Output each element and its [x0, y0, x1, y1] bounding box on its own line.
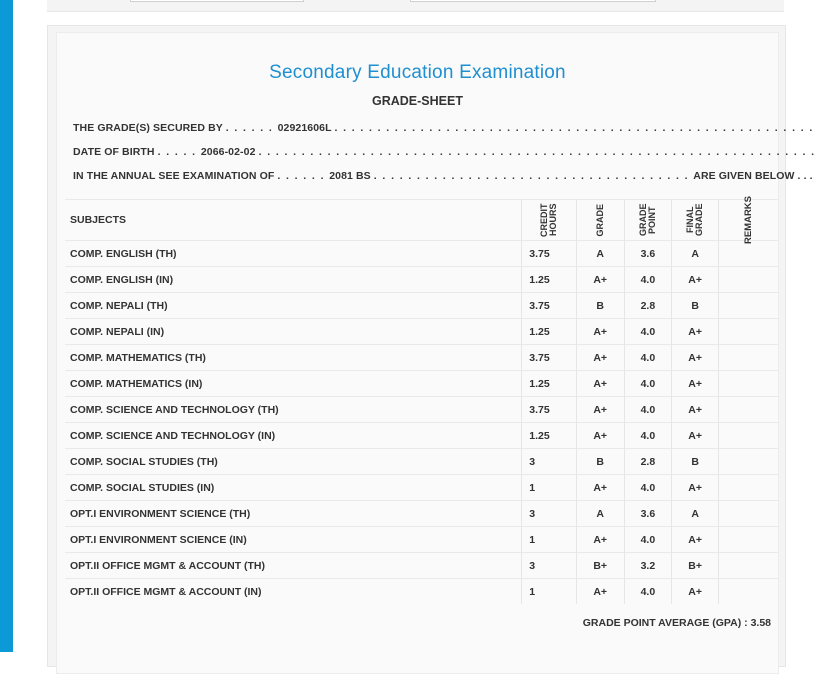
grade-point-cell: 4.0 [624, 397, 671, 423]
remarks-cell [719, 449, 778, 475]
grade-point-cell: 2.8 [624, 293, 671, 319]
remarks-cell [719, 423, 778, 449]
subject-cell: COMP. MATHEMATICS (TH) [65, 345, 522, 371]
symbol-number: 02921606L [277, 122, 332, 134]
dob-line [73, 146, 816, 158]
gpa-value: 3.58 [750, 617, 771, 629]
remarks-cell [719, 501, 778, 527]
final-grade-cell: A+ [672, 579, 719, 605]
table-row [65, 423, 778, 449]
credit-hours-cell: 3.75 [522, 241, 576, 267]
table-row [65, 319, 778, 345]
grade-cell: A+ [576, 267, 624, 293]
final-grade-cell: A+ [672, 319, 719, 345]
credit-hours-cell: 3 [522, 553, 576, 579]
final-grade-cell: A+ [672, 345, 719, 371]
grade-point-cell: 3.2 [624, 553, 671, 579]
table-row [65, 553, 778, 579]
subject-cell: COMP. ENGLISH (TH) [65, 241, 522, 267]
table-row [65, 267, 778, 293]
final-grade-cell: A+ [672, 527, 719, 553]
credit-hours-cell: 3 [522, 449, 576, 475]
dob-value: 2066-02-02 [200, 146, 256, 158]
secured-by-label: THE GRADE(S) SECURED BY [73, 122, 223, 134]
final-grade-header [672, 200, 719, 241]
credit-hours-cell: 3.75 [522, 345, 576, 371]
remarks-cell [719, 241, 778, 267]
final-grade-cell: A+ [672, 475, 719, 501]
grade-cell: A+ [576, 527, 624, 553]
subject-cell: OPT.I ENVIRONMENT SCIENCE (IN) [65, 527, 522, 553]
exam-year-line [73, 170, 813, 182]
dots: . . . . . . . . . . . . . . . . . . . . . . . . . . . . . . . . . . . . . . . . . . . . . . . . . . . . . . . . [334, 122, 814, 134]
final-grade-cell: A [672, 501, 719, 527]
remarks-cell [719, 345, 778, 371]
subject-cell: COMP. NEPALI (TH) [65, 293, 522, 319]
symbol-number-input[interactable] [130, 0, 304, 2]
remarks-cell [719, 267, 778, 293]
credit-hours-cell: 1.25 [522, 319, 576, 345]
grade-sheet-card [47, 25, 816, 667]
gpa-summary [583, 617, 771, 629]
subject-cell: COMP. NEPALI (IN) [65, 319, 522, 345]
subject-cell: OPT.II OFFICE MGMT & ACCOUNT (IN) [65, 579, 522, 605]
table-row [65, 527, 778, 553]
grade-cell: A+ [576, 397, 624, 423]
final-grade-cell: A+ [672, 423, 719, 449]
exam-year: 2081 BS [329, 170, 371, 182]
credit-hours-cell: 1.25 [522, 371, 576, 397]
table-row [65, 371, 778, 397]
table-header-row [65, 200, 778, 241]
grade-point-cell: 4.0 [624, 527, 671, 553]
table-row [65, 579, 778, 605]
remarks-cell [719, 293, 778, 319]
secured-by-line [73, 122, 814, 134]
left-accent-bar [0, 0, 13, 652]
grade-point-cell: 2.8 [624, 449, 671, 475]
table-row [65, 241, 778, 267]
dots: . . . . . . . . . . . . . . . . . . . . . . . . . . . . . . . . . . . . . . . . . . . . . . . . . . . . . . . . . . . . . . . . . [258, 146, 816, 158]
final-grade-cell: A+ [672, 371, 719, 397]
subject-cell: OPT.II OFFICE MGMT & ACCOUNT (TH) [65, 553, 522, 579]
grade-cell: A+ [576, 423, 624, 449]
remarks-cell [719, 397, 778, 423]
grade-cell: A [576, 501, 624, 527]
remarks-cell [719, 579, 778, 605]
table-row [65, 501, 778, 527]
table-row [65, 345, 778, 371]
grade-sheet-panel [56, 32, 816, 674]
subject-cell: COMP. ENGLISH (IN) [65, 267, 522, 293]
credit-hours-cell: 1.25 [522, 423, 576, 449]
date-of-birth-input[interactable] [410, 0, 656, 2]
grade-cell: A+ [576, 319, 624, 345]
remarks-cell [719, 371, 778, 397]
exam-title: Secondary Education Examination [269, 62, 566, 83]
grade-point-cell: 4.0 [624, 423, 671, 449]
grade-cell: A+ [576, 579, 624, 605]
grades-table-body [65, 241, 778, 605]
final-grade-header-text: FINAL GRADE [685, 203, 705, 237]
grade-header [576, 200, 624, 241]
credit-hours-cell: 3.75 [522, 293, 576, 319]
grade-point-cell: 3.6 [624, 241, 671, 267]
remarks-cell [719, 475, 778, 501]
final-grade-cell: B [672, 449, 719, 475]
grade-point-cell: 4.0 [624, 371, 671, 397]
given-below-text: ARE GIVEN BELOW . . . [693, 170, 813, 182]
grade-sheet-heading: GRADE-SHEET [372, 94, 463, 108]
grade-point-cell: 3.6 [624, 501, 671, 527]
credit-hours-header [522, 200, 576, 241]
table-row [65, 475, 778, 501]
final-grade-cell: A+ [672, 397, 719, 423]
grade-cell: A+ [576, 371, 624, 397]
grades-table [65, 195, 778, 604]
grade-point-cell: 4.0 [624, 579, 671, 605]
subject-cell: COMP. SCIENCE AND TECHNOLOGY (IN) [65, 423, 522, 449]
final-grade-cell: B [672, 293, 719, 319]
remarks-cell [719, 527, 778, 553]
grade-point-cell: 4.0 [624, 345, 671, 371]
grade-point-cell: 4.0 [624, 475, 671, 501]
grade-point-header [624, 200, 671, 241]
search-form-panel [47, 0, 784, 12]
credit-hours-cell: 1 [522, 475, 576, 501]
final-grade-cell: A+ [672, 267, 719, 293]
dots: . . . . . . [277, 170, 330, 182]
grade-point-cell: 4.0 [624, 319, 671, 345]
gpa-label: GRADE POINT AVERAGE (GPA) : [582, 617, 748, 629]
table-row [65, 397, 778, 423]
remarks-header [719, 195, 778, 245]
credit-hours-header-text: CREDIT HOURS [538, 203, 558, 237]
table-row [65, 293, 778, 319]
exam-label: IN THE ANNUAL SEE EXAMINATION OF [73, 170, 275, 182]
remarks-cell [719, 319, 778, 345]
remarks-header-text: REMARKS [743, 195, 755, 245]
subject-cell: COMP. SOCIAL STUDIES (TH) [65, 449, 522, 475]
grade-cell: B [576, 293, 624, 319]
subject-cell: COMP. SCIENCE AND TECHNOLOGY (TH) [65, 397, 522, 423]
credit-hours-cell: 1.25 [522, 267, 576, 293]
credit-hours-cell: 3 [522, 501, 576, 527]
subjects-header: SUBJECTS [65, 200, 522, 241]
grade-point-cell: 4.0 [624, 267, 671, 293]
grade-cell: B [576, 449, 624, 475]
table-row [65, 449, 778, 475]
grade-header-text: GRADE [594, 203, 605, 237]
final-grade-cell: B+ [672, 553, 719, 579]
dots: . . . . . . . . . . . . . . . . . . . . . . . . . . . . . . . . . . . . . [373, 170, 694, 182]
credit-hours-cell: 3.75 [522, 397, 576, 423]
final-grade-cell: A [672, 241, 719, 267]
subject-cell: COMP. SOCIAL STUDIES (IN) [65, 475, 522, 501]
grade-cell: B+ [576, 553, 624, 579]
dob-label: DATE OF BIRTH [73, 146, 155, 158]
credit-hours-cell: 1 [522, 579, 576, 605]
grade-cell: A+ [576, 475, 624, 501]
grade-cell: A+ [576, 345, 624, 371]
credit-hours-cell: 1 [522, 527, 576, 553]
subject-cell: OPT.I ENVIRONMENT SCIENCE (TH) [65, 501, 522, 527]
dots: . . . . . [157, 146, 201, 158]
grade-point-header-text: GRADE POINT [637, 203, 657, 237]
dots: . . . . . . [225, 122, 278, 134]
subject-cell: COMP. MATHEMATICS (IN) [65, 371, 522, 397]
grade-cell: A [576, 241, 624, 267]
remarks-cell [719, 553, 778, 579]
